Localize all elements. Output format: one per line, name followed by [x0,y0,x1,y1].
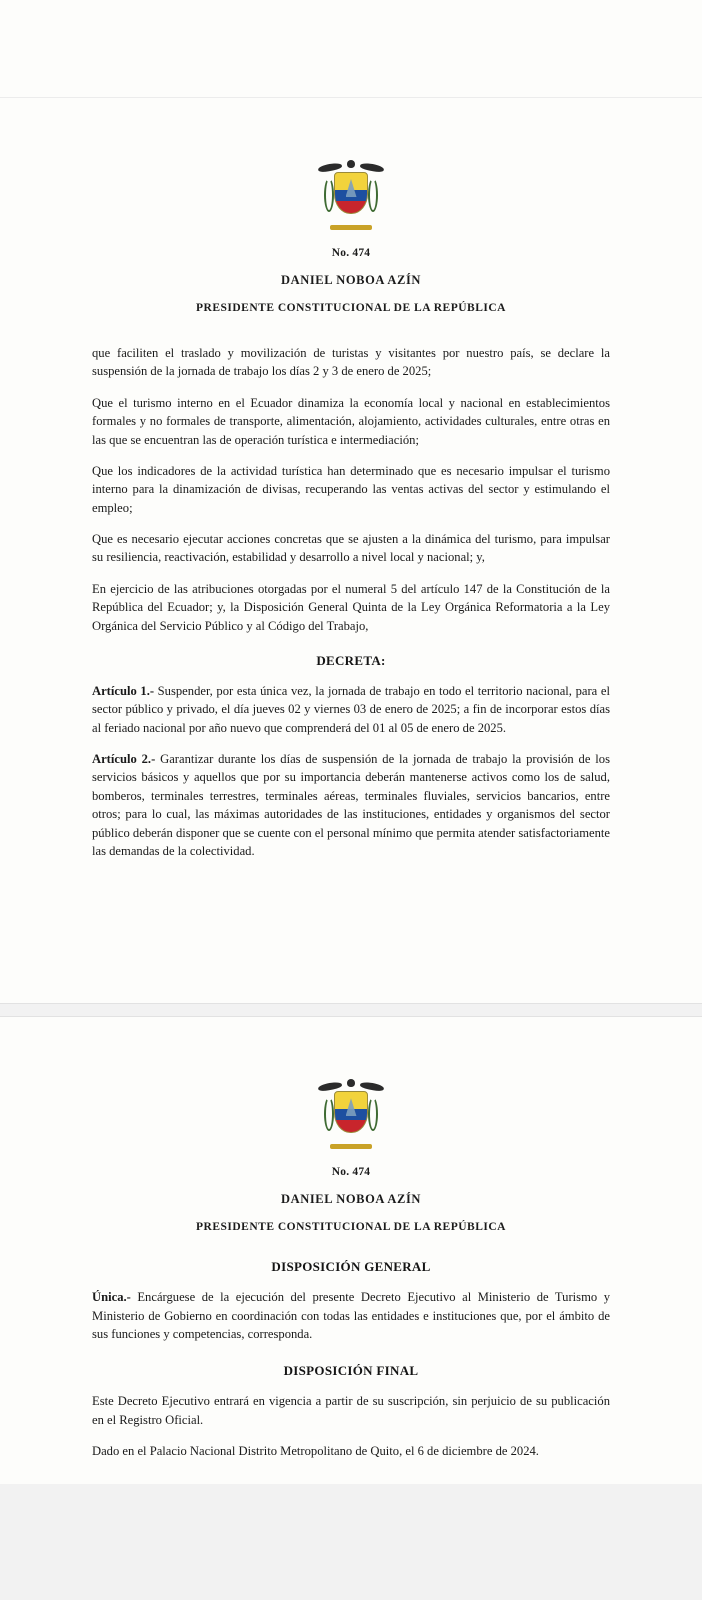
crest-condor-head-icon [347,160,355,168]
ecuador-coat-of-arms-icon [320,160,382,232]
disposicion-general-text [92,1288,610,1343]
crest-laurel-left-icon [324,1097,334,1131]
crest-laurel-right-icon [368,1097,378,1131]
dado-en-text: Dado en el Palacio Nacional Distrito Metropolitano de Quito, el 6 de diciembre de 2024. [92,1444,539,1459]
president-name-page1: DANIEL NOBOA AZÍN [280,273,422,287]
decreta-heading: DECRETA: [316,652,386,668]
page1-crest-container [0,98,702,237]
crest-base-icon [330,225,372,230]
page1-body [0,344,702,993]
crest-laurel-left-icon [324,178,334,212]
crest-shield-icon [334,172,368,214]
paragraph: En ejercicio de las atribuciones otorgadas por el numeral 5 del artículo 147 de la Constitución de la República del Ecuador; y, la Disposición General Quinta de la Ley Orgánica Reformatoria a la Ley Orgánica del Servicio Público y al Código del Trabajo, [92,581,610,633]
article-1-label: Artículo 1.- [92,683,155,698]
president-name-page2: DANIEL NOBOA AZÍN [280,1192,422,1207]
page2-body [0,1259,702,1460]
decree-number-page1: No. 474 [331,247,371,259]
president-role-page2: PRESIDENTE CONSTITUCIONAL DE LA REPÚBLICA [196,1221,506,1234]
disposicion-final-heading: DISPOSICIÓN FINAL [283,1363,419,1379]
president-role-page1: PRESIDENTE CONSTITUCIONAL DE LA REPÚBLICA [196,302,506,314]
article-1-text: Suspender, por esta única vez, la jornada de trabajo en todo el territorio nacional, para el sector público y privado, el día jueves 02 y viernes 03 de enero de 2025; a fin de incorporar estos días al feriado nacional por año nuevo que comprenderá del 01 al 05 de enero de 2025. [92,683,610,735]
paragraph: Que los indicadores de la actividad turística han determinado que es necesario impulsar el turismo interno para la dinamización de divisas, recuperando las ventas activas del sector y estimulando el empleo; [92,463,610,515]
article-2-label: Artículo 2.- [92,752,156,766]
page1-bottom-space [92,873,610,993]
page2-crest-container [0,1017,702,1156]
article-2 [92,750,610,860]
crest-shield-icon [334,1091,368,1133]
page-top-strip [0,0,702,98]
crest-condor-head-icon [347,1079,355,1087]
page-separator [0,1003,702,1017]
article-2-text: Garantizar durante los días de suspensión de la jornada de trabajo la provisión de los servicios básicos y aquellos que por su importancia deberán mantenerse activos como los de salud, bomberos, terminales terrestres, terminales aéreas, terminales fluviales, servicios bancarios, entre otros; para lo cual, las máximas autoridades de las instituciones, entidades y organismos del sector público deberán disponer que se cuente con el personal mínimo que permita atender satisfactoriamente las demandas de la colectividad. [92,752,610,858]
document-page-1 [0,98,702,1003]
disposicion-final-text: Este Decreto Ejecutivo entrará en vigencia a partir de su suscripción, sin perjuicio de su publicación en el Registro Oficial. [92,1394,610,1427]
decree-number-page2: No. 474 [331,1166,371,1179]
document-page-2 [0,1017,702,1483]
paragraph: Que es necesario ejecutar acciones concretas que se ajusten a la dinámica del turismo, para impulsar su resiliencia, reactivación, estabilidad y desarrollo a nivel local y nacional; y, [92,532,610,565]
unica-text: Encárguese de la ejecución del presente Decreto Ejecutivo al Ministerio de Turismo y Ministerio de Gobierno en coordinación con todas las entidades e instituciones que, por el ámbito de sus funciones y competencias, corresponda. [92,1290,610,1341]
disposicion-general-heading: DISPOSICIÓN GENERAL [271,1259,431,1275]
unica-label: Única.- [92,1290,131,1305]
paragraph: Que el turismo interno en el Ecuador dinamiza la economía local y nacional en establecimientos formales y no formales de transporte, alimentación, alojamiento, actividades culturales, entre otras en las que se encuentran las de operación turística e intermediación; [92,395,610,447]
crest-base-icon [330,1144,372,1149]
article-1 [92,682,610,737]
ecuador-coat-of-arms-icon [320,1079,382,1151]
paragraph: que faciliten el traslado y movilización de turistas y visitantes por nuestro país, se declare la suspensión de la jornada de trabajo los días 2 y 3 de enero de 2025; [92,346,610,379]
crest-laurel-right-icon [368,178,378,212]
